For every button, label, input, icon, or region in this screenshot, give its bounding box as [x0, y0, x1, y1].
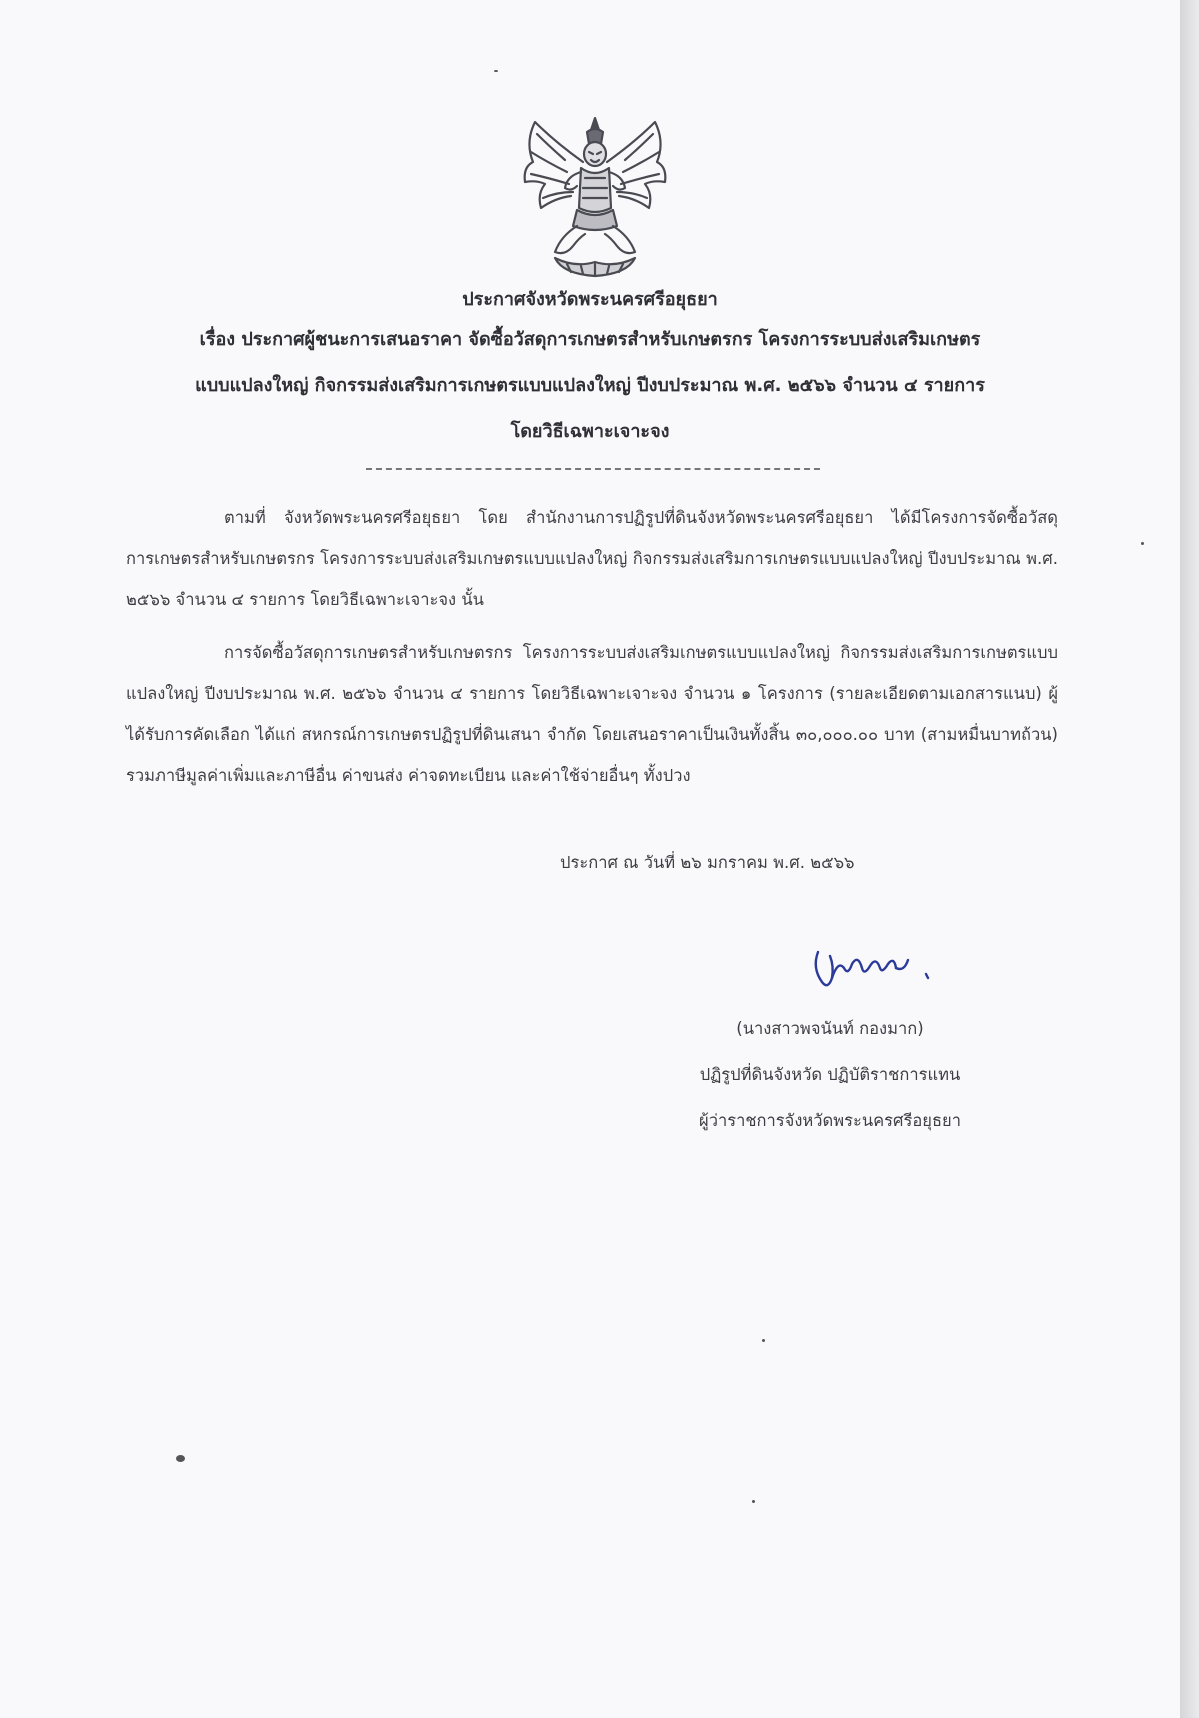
- paragraph-1: ตามที่ จังหวัดพระนครศรีอยุธยา โดย สำนักงานการปฏิรูปที่ดินจังหวัดพระนครศรีอยุธยา ได้มีโครงการจัดซื้อวัสดุการเกษตรสำหรับเกษตรกร โครงการระบบส่งเสริมเกษตรแบบแปลงใหญ่ กิจกรรมส่งเสริมการเกษตรแบบแปลงใหญ่ ปีงบประมาณ พ.ศ. ๒๕๖๖ จำนวน ๔ รายการ โดยวิธีเฉพาะเจาะจง นั้น: [126, 508, 1058, 609]
- page-edge-shadow: [1180, 0, 1199, 1718]
- announcement-date: ประกาศ ณ วันที่ ๒๖ มกราคม พ.ศ. ๒๕๖๖: [560, 853, 855, 872]
- document-title: ประกาศจังหวัดพระนครศรีอยุธยา: [462, 289, 718, 310]
- paper-speck: [762, 1339, 765, 1342]
- handwritten-signature-icon: [808, 938, 938, 998]
- signer-position-2: ผู้ว่าราชการจังหวัดพระนครศรีอยุธยา: [699, 1111, 961, 1130]
- subject-line-1: เรื่อง ประกาศผู้ชนะการเสนอราคา จัดซื้อวัสดุการเกษตรสำหรับเกษตรกร โครงการระบบส่งเสริมเกษตร: [199, 329, 981, 350]
- signer-position-1: ปฏิรูปที่ดินจังหวัด ปฏิบัติราชการแทน: [699, 1065, 961, 1084]
- paper-speck: [1141, 542, 1144, 545]
- subject-line-3: โดยวิธีเฉพาะเจาะจง: [510, 421, 670, 442]
- subject-line-2: แบบแปลงใหญ่ กิจกรรมส่งเสริมการเกษตรแบบแปลงใหญ่ ปีงบประมาณ พ.ศ. ๒๕๖๖ จำนวน ๔ รายการ: [195, 375, 985, 396]
- paragraph-2: การจัดซื้อวัสดุการเกษตรสำหรับเกษตรกร โครงการระบบส่งเสริมเกษตรแบบแปลงใหญ่ กิจกรรมส่งเสริมการเกษตรแบบแปลงใหญ่ ปีงบประมาณ พ.ศ. ๒๕๖๖ จำนวน ๔ รายการ โดยวิธีเฉพาะเจาะจง จำนวน ๑ โครงการ (รายละเอียดตามเอกสารแนบ) ผู้ได้รับการคัดเลือก ได้แก่ สหกรณ์การเกษตรปฏิรูปที่ดินเสนา จำกัด โดยเสนอราคาเป็นเงินทั้งสิ้น ๓๐,๐๐๐.๐๐ บาท (สามหมื่นบาทถ้วน) รวมภาษีมูลค่าเพิ่มและภาษีอื่น ค่าขนส่ง ค่าจดทะเบียน และค่าใช้จ่ายอื่นๆ ทั้งปวง: [126, 643, 1058, 785]
- garuda-emblem-icon: [515, 112, 675, 280]
- dashed-divider: [366, 468, 820, 470]
- paper-speck: [494, 70, 498, 72]
- paper-speck: [176, 1455, 185, 1462]
- signer-name: (นางสาวพจนันท์ กองมาก): [736, 1019, 924, 1038]
- paper-speck: [752, 1500, 755, 1503]
